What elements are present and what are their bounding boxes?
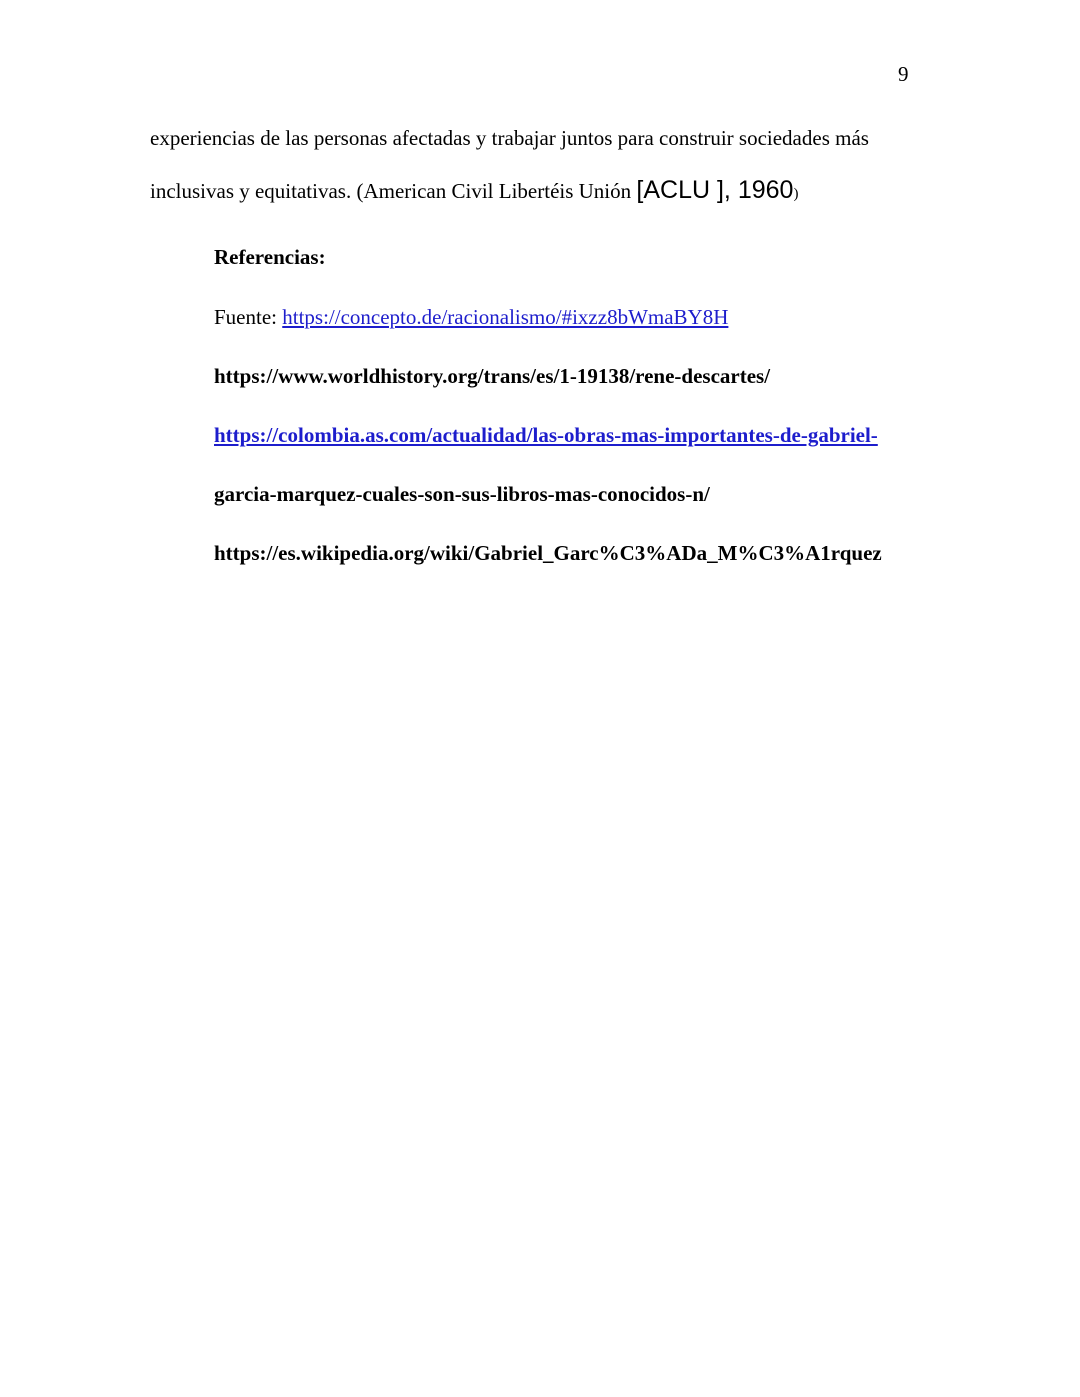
- reference-item-colombia: [214, 423, 878, 448]
- citation-close-paren: ): [793, 186, 799, 202]
- reference-source-prefix: Fuente:: [214, 305, 283, 329]
- citation-aclu: [ACLU ], 1960: [636, 176, 794, 204]
- body-text-line-1: experiencias de las personas afectadas y trabajar juntos para construir sociedades más: [150, 126, 869, 150]
- reference-link-colombia[interactable]: https://colombia.as.com/actualidad/las-obras-mas-importantes-de-gabriel-: [214, 423, 878, 447]
- reference-item-colombia-continued: garcia-marquez-cuales-son-sus-libros-mas-conocidos-n/: [214, 482, 710, 506]
- page-number: 9: [898, 62, 909, 86]
- reference-item-source: [214, 305, 728, 330]
- reference-item-wikipedia: https://es.wikipedia.org/wiki/Gabriel_Garc%C3%ADa_M%C3%A1rquez: [214, 541, 882, 565]
- body-text-line-2: [150, 176, 798, 205]
- reference-item-worldhistory: https://www.worldhistory.org/trans/es/1-19138/rene-descartes/: [214, 364, 771, 388]
- body-text-line-2-main: inclusivas y equitativas. (American Civil Libertéis Unión: [150, 179, 637, 203]
- references-heading: Referencias:: [214, 245, 326, 269]
- reference-link-concepto[interactable]: https://concepto.de/racionalismo/#ixzz8bWmaBY8H: [282, 305, 729, 329]
